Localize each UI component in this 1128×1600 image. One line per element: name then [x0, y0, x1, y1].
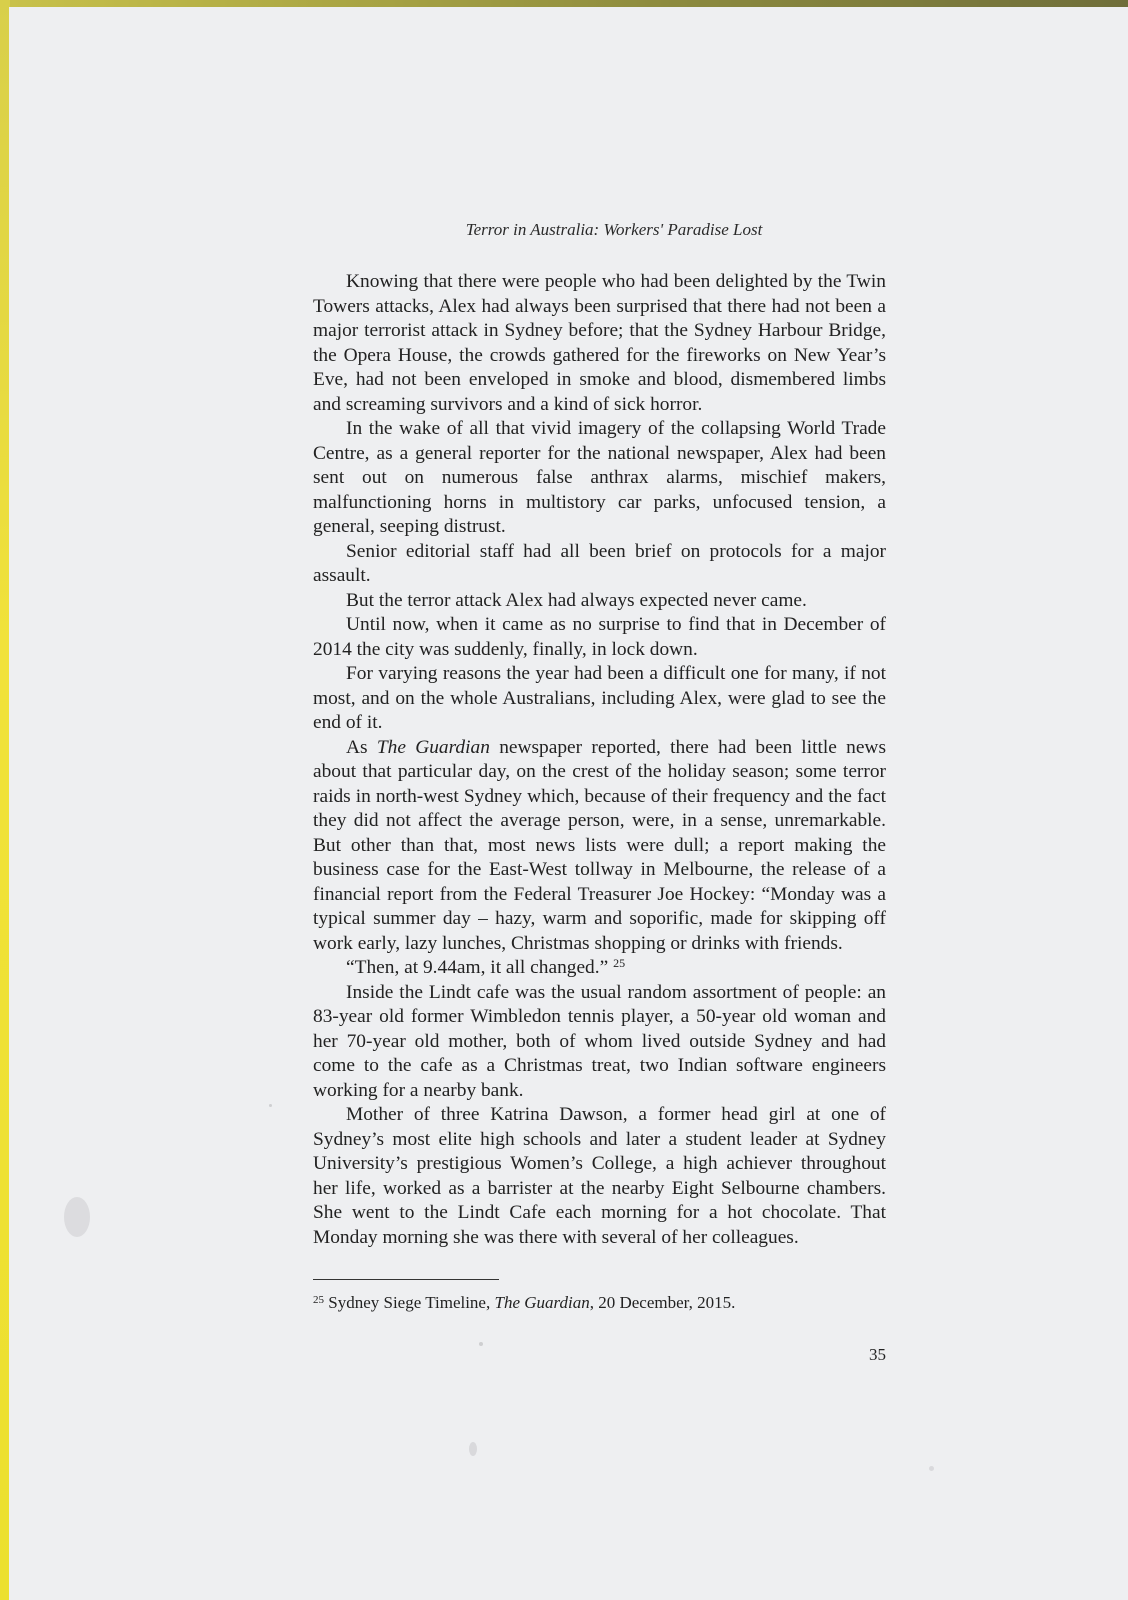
paragraph: Senior editorial staff had all been brief on protocols for a major assault.: [313, 540, 886, 586]
paragraph: Mother of three Katrina Dawson, a former head girl at one of Sydney’s most elite high schools and later a student leader at Sydney University’s prestigious Women’s College, a high achiever throughout her life, worked as a barrister at the nearby Eight Selbourne chambers. She went to the Lindt Cafe each morning for a hot chocolate. That Monday morning she was there with several of her colleagues.: [313, 1104, 886, 1248]
paragraph: [313, 956, 886, 981]
paragraph-prefix: As: [346, 736, 377, 758]
page-number: 35: [869, 1345, 886, 1364]
paragraph: Until now, when it came as no surprise to find that in December of 2014 the city was suddenly, finally, in lock down.: [313, 614, 886, 660]
footnote-text-after: , 20 December, 2015.: [589, 1293, 736, 1312]
paper-speck: [469, 1442, 477, 1456]
footnote-source-title: The Guardian: [494, 1293, 590, 1312]
paragraph: In the wake of all that vivid imagery of the collapsing World Trade Centre, as a general reporter for the national newspaper, Alex had been sent out on numerous false anthrax alarms, mischief makers, malfunctioning horns in multistory car parks, unfocused tension, a general, seeping distrust.: [313, 418, 886, 537]
paragraph: Knowing that there were people who had been delighted by the Twin Towers attacks, Alex had always been surprised that there had not been a major terrorist attack in Sydney before; that the Sydney Harbour Bridge, the Opera House, the crowds gathered for the fireworks on New Year’s Eve, had not been enveloped in smoke and blood, dismembered limbs and screaming survivors and a kind of sick horror.: [313, 271, 886, 415]
paper-speck: [269, 1104, 272, 1107]
footnote-number: 25: [313, 1294, 324, 1306]
running-head: Terror in Australia: Workers' Paradise Lost: [465, 220, 763, 239]
paragraph-text: newspaper reported, there had been little news about that particular day, on the crest of the holiday season; some terror raids in north-west Sydney which, because of their frequency and the fact they did not affect the average person, were, in a sense, unremarkable. But other than that, most news lists were dull; a report making the business case for the East-West tollway in Melbourne, the release of a financial report from the Federal Treasurer Joe Hockey: “Monday was a typical summer day – hazy, warm and soporific, made for skipping off work early, lazy lunches, Christmas shopping or drinks with friends.: [313, 736, 886, 954]
footnote-divider: [313, 1279, 499, 1280]
paragraph: Inside the Lindt cafe was the usual random assortment of people: an 83-year old former Wimbledon tennis player, a 50-year old woman and her 70-year old mother, both of whom lived outside Sydney and had come to the cafe as a Christmas treat, two Indian software engineers working for a nearby bank.: [313, 981, 886, 1101]
quote-text: “Then, at 9.44am, it all changed.”: [346, 957, 609, 978]
paper-speck: [929, 1466, 934, 1471]
paragraph: But the terror attack Alex had always expected never came.: [346, 589, 807, 611]
paragraph: For varying reasons the year had been a difficult one for many, if not most, and on the whole Australians, including Alex, were glad to see the end of it.: [313, 663, 886, 733]
paper-speck: [64, 1197, 90, 1237]
footnote: [313, 1293, 886, 1313]
footnote-reference[interactable]: 25: [613, 956, 626, 970]
paper-speck: [479, 1342, 483, 1346]
footnote-text-before: Sydney Siege Timeline,: [328, 1293, 495, 1312]
body-text: [313, 270, 886, 1250]
paragraph: [313, 736, 886, 957]
newspaper-title: The Guardian: [376, 736, 490, 758]
book-page: [9, 7, 1128, 1600]
